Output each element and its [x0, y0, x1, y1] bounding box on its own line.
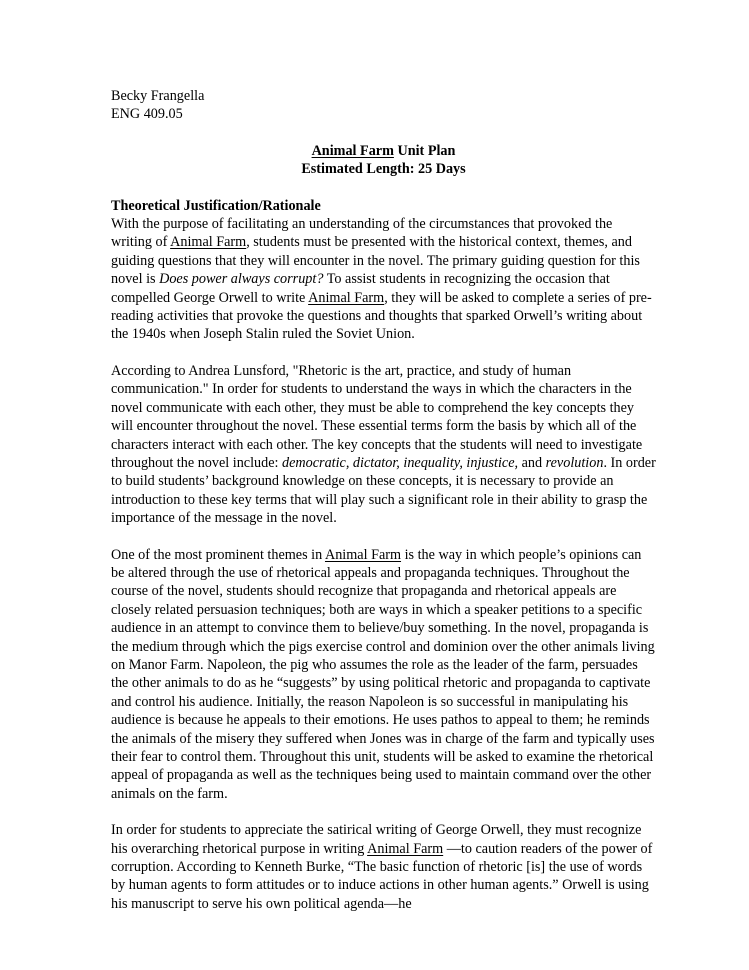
paragraph-3: [111, 546, 656, 804]
book-title: Animal Farm: [324, 546, 402, 563]
text-run: . In order to build students’ background knowledge on these concepts, it is necessary to provide an introduction to these key terms that will play such a significant role in their ability to grasp the importance of the message in the novel.: [111, 454, 656, 527]
document-body: [111, 87, 656, 913]
text-run: According to Andrea Lunsford, "Rhetoric is the art, practice, and study of human communication." In order for students to understand the ways in which the characters in the novel communicate with each other, they must be able to comprehend the key concepts they will encounter throughout the novel. These essential terms form the basis by which all of the characters interact with each other. The key concepts that the students will need to investigate throughout the novel include:: [111, 362, 643, 471]
paragraph-2: [111, 362, 656, 528]
text-run: and: [518, 454, 546, 471]
text-run: To assist students in recognizing the occasion that compelled George Orwell to write: [111, 271, 610, 306]
text-run: One of the most prominent themes in: [111, 546, 325, 563]
book-title: Animal Farm: [311, 142, 394, 159]
title-line: [111, 142, 656, 160]
guiding-question: Does power always corrupt?: [159, 271, 324, 288]
course-code: ENG 409.05: [111, 106, 183, 123]
text-run: is the way in which people’s opinions can be altered through the use of rhetorical appeals and propaganda techniques. Throughout the course of the novel, students should recognize that propaganda and rhetorical appeals are closely related persuasion techniques; both are ways in which a speaker petitions to a specific audience in an attempt to convince them to believe/buy something. In the novel, propaganda is the medium through which the pigs exercise control and dominion over the other animals living on Manor Farm. Napoleon, the pig who assumes the role as the leader of the farm, persuades the other animals to do as he “suggests” by using political rhetoric and propaganda to captivate and control his audience. Initially, the reason Napoleon is so successful in manipulating his audience is because he appeals to their emotions. He uses pathos to appeal to them; he reminds the animals of the misery they suffered when Jones was in charge of the farm and typically uses their fear to control them. Throughout this unit, students will be asked to examine the rhetorical appeal of propaganda as well as the techniques being used to maintain command over the other animals on the farm.: [111, 546, 655, 802]
book-title: Animal Farm: [170, 234, 247, 251]
document-title: [111, 142, 656, 179]
estimated-length: Estimated Length: 25 Days: [301, 161, 466, 178]
key-terms: democratic, dictator, inequality, injustice,: [282, 454, 519, 471]
document-header: [111, 87, 656, 124]
text-run: , students must be presented with the historical context, themes, and guiding questions that they will encounter in the novel. The primary guiding question for this novel is: [111, 234, 640, 288]
text-run: In order for students to appreciate the satirical writing of George Orwell, they must recognize his overarching rhetorical purpose in writing: [111, 822, 642, 857]
author-name: Becky Frangella: [111, 88, 205, 104]
title-suffix: Unit Plan: [393, 142, 456, 159]
book-title: Animal Farm: [308, 289, 385, 306]
book-title: Animal Farm: [367, 840, 444, 857]
key-term: revolution: [545, 454, 604, 471]
paragraph-1: [111, 215, 656, 344]
text-run: —to caution readers of the power of corruption. According to Kenneth Burke, “The basic function of rhetoric [is] the use of words by human agents to form attitudes or to induce actions in other human agents.” Orwell is using his manuscript to serve his own political agenda—he: [111, 840, 653, 912]
text-run: With the purpose of facilitating an understanding of the circumstances that provoked the writing of: [111, 216, 613, 251]
paragraph-4: [111, 821, 656, 913]
text-run: , they will be asked to complete a series of pre-reading activities that provoke the questions and thoughts that sparked Orwell’s writing about the 1940s when Joseph Stalin ruled the Soviet Union.: [111, 289, 652, 343]
section-heading: Theoretical Justification/Rationale: [111, 197, 321, 214]
